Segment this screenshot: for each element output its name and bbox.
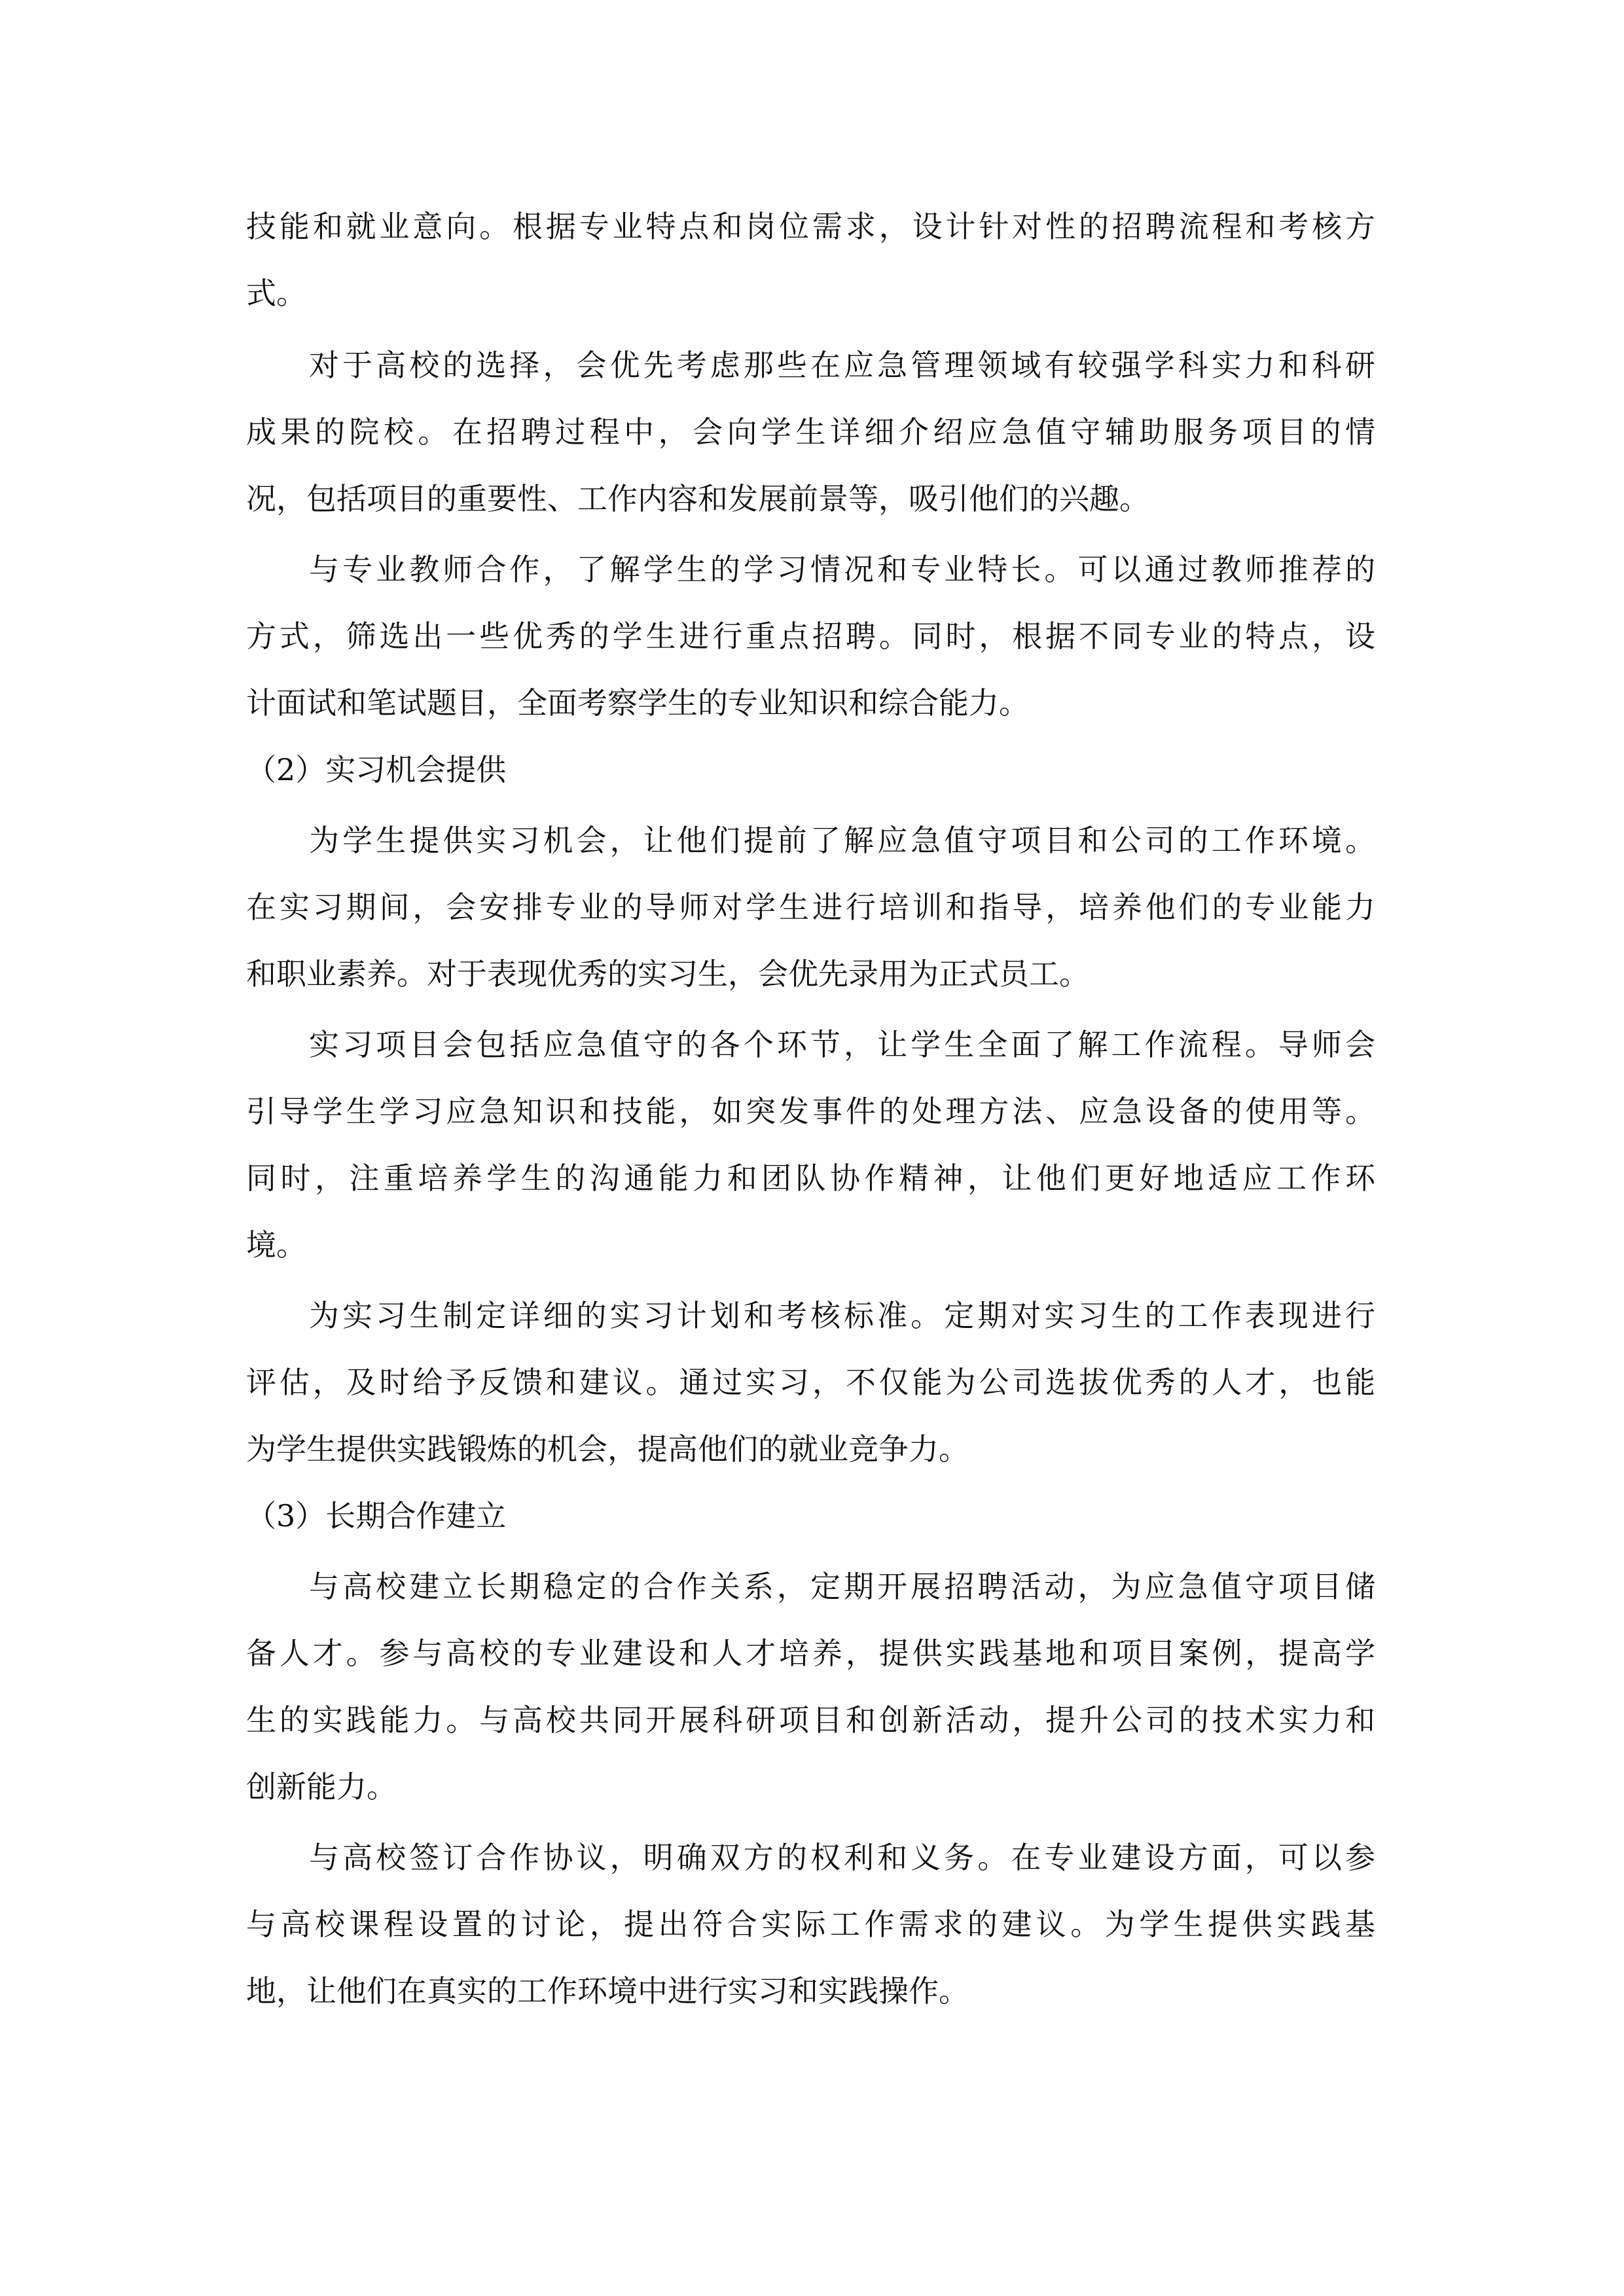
paragraph-line: 对于高校的选择，会优先考虑那些在应急管理领域有较强学科实力和科研 [309,348,1375,383]
paragraph-line: 计面试和笔试题目，全面考察学生的专业知识和综合能力。 [246,685,1029,721]
paragraph-line: 境。 [246,1227,306,1263]
paragraph-line: 为学生提供实践锻炼的机会，提高他们的就业竞争力。 [246,1431,969,1467]
section-heading: （3）长期合作建立 [246,1498,507,1534]
paragraph-line: 为实习生制定详细的实习计划和考核标准。定期对实习生的工作表现进行 [309,1298,1375,1333]
paragraph-line: 况，包括项目的重要性、工作内容和发展前景等，吸引他们的兴趣。 [246,481,1149,516]
paragraph-line: 备人才。参与高校的专业建设和人才培养，提供实践基地和项目案例，提高学 [246,1636,1375,1671]
paragraph-line: 在实习期间，会安排专业的导师对学生进行培训和指导，培养他们的专业能力 [246,889,1375,925]
paragraph-line: 式。 [246,276,306,311]
paragraph-line: 成果的院校。在招聘过程中，会向学生详细介绍应急值守辅助服务项目的情 [246,414,1375,450]
paragraph-line: 同时，注重培养学生的沟通能力和团队协作精神，让他们更好地适应工作环 [246,1160,1375,1196]
paragraph-line: 引导学生学习应急知识和技能，如突发事件的处理方法、应急设备的使用等。 [246,1094,1375,1129]
paragraph-line: 与专业教师合作，了解学生的学习情况和专业特长。可以通过教师推荐的 [309,552,1375,587]
paragraph-line: 地，让他们在真实的工作环境中进行实习和实践操作。 [246,1973,969,2009]
paragraph-line: 与高校课程设置的讨论，提出符合实际工作需求的建议。为学生提供实践基 [246,1907,1375,1942]
paragraph-line: 创新能力。 [246,1769,397,1804]
section-heading: （2）实习机会提供 [246,752,507,787]
paragraph-line: 技能和就业意向。根据专业特点和岗位需求，设计针对性的招聘流程和考核方 [246,209,1375,244]
paragraph-line: 生的实践能力。与高校共同开展科研项目和创新活动，提升公司的技术实力和 [246,1702,1375,1738]
paragraph-line: 与高校建立长期稳定的合作关系，定期开展招聘活动，为应急值守项目储 [309,1569,1375,1604]
paragraph-line: 评估，及时给予反馈和建议。通过实习，不仅能为公司选拔优秀的人才，也能 [246,1365,1375,1400]
paragraph-line: 为学生提供实习机会，让他们提前了解应急值守项目和公司的工作环境。 [309,823,1375,858]
paragraph-line: 实习项目会包括应急值守的各个环节，让学生全面了解工作流程。导师会 [309,1027,1375,1062]
paragraph-line: 与高校签订合作协议，明确双方的权利和义务。在专业建设方面，可以参 [309,1840,1375,1875]
paragraph-line: 和职业素养。对于表现优秀的实习生，会优先录用为正式员工。 [246,956,1089,992]
paragraph-line: 方式，筛选出一些优秀的学生进行重点招聘。同时，根据不同专业的特点，设 [246,619,1375,654]
